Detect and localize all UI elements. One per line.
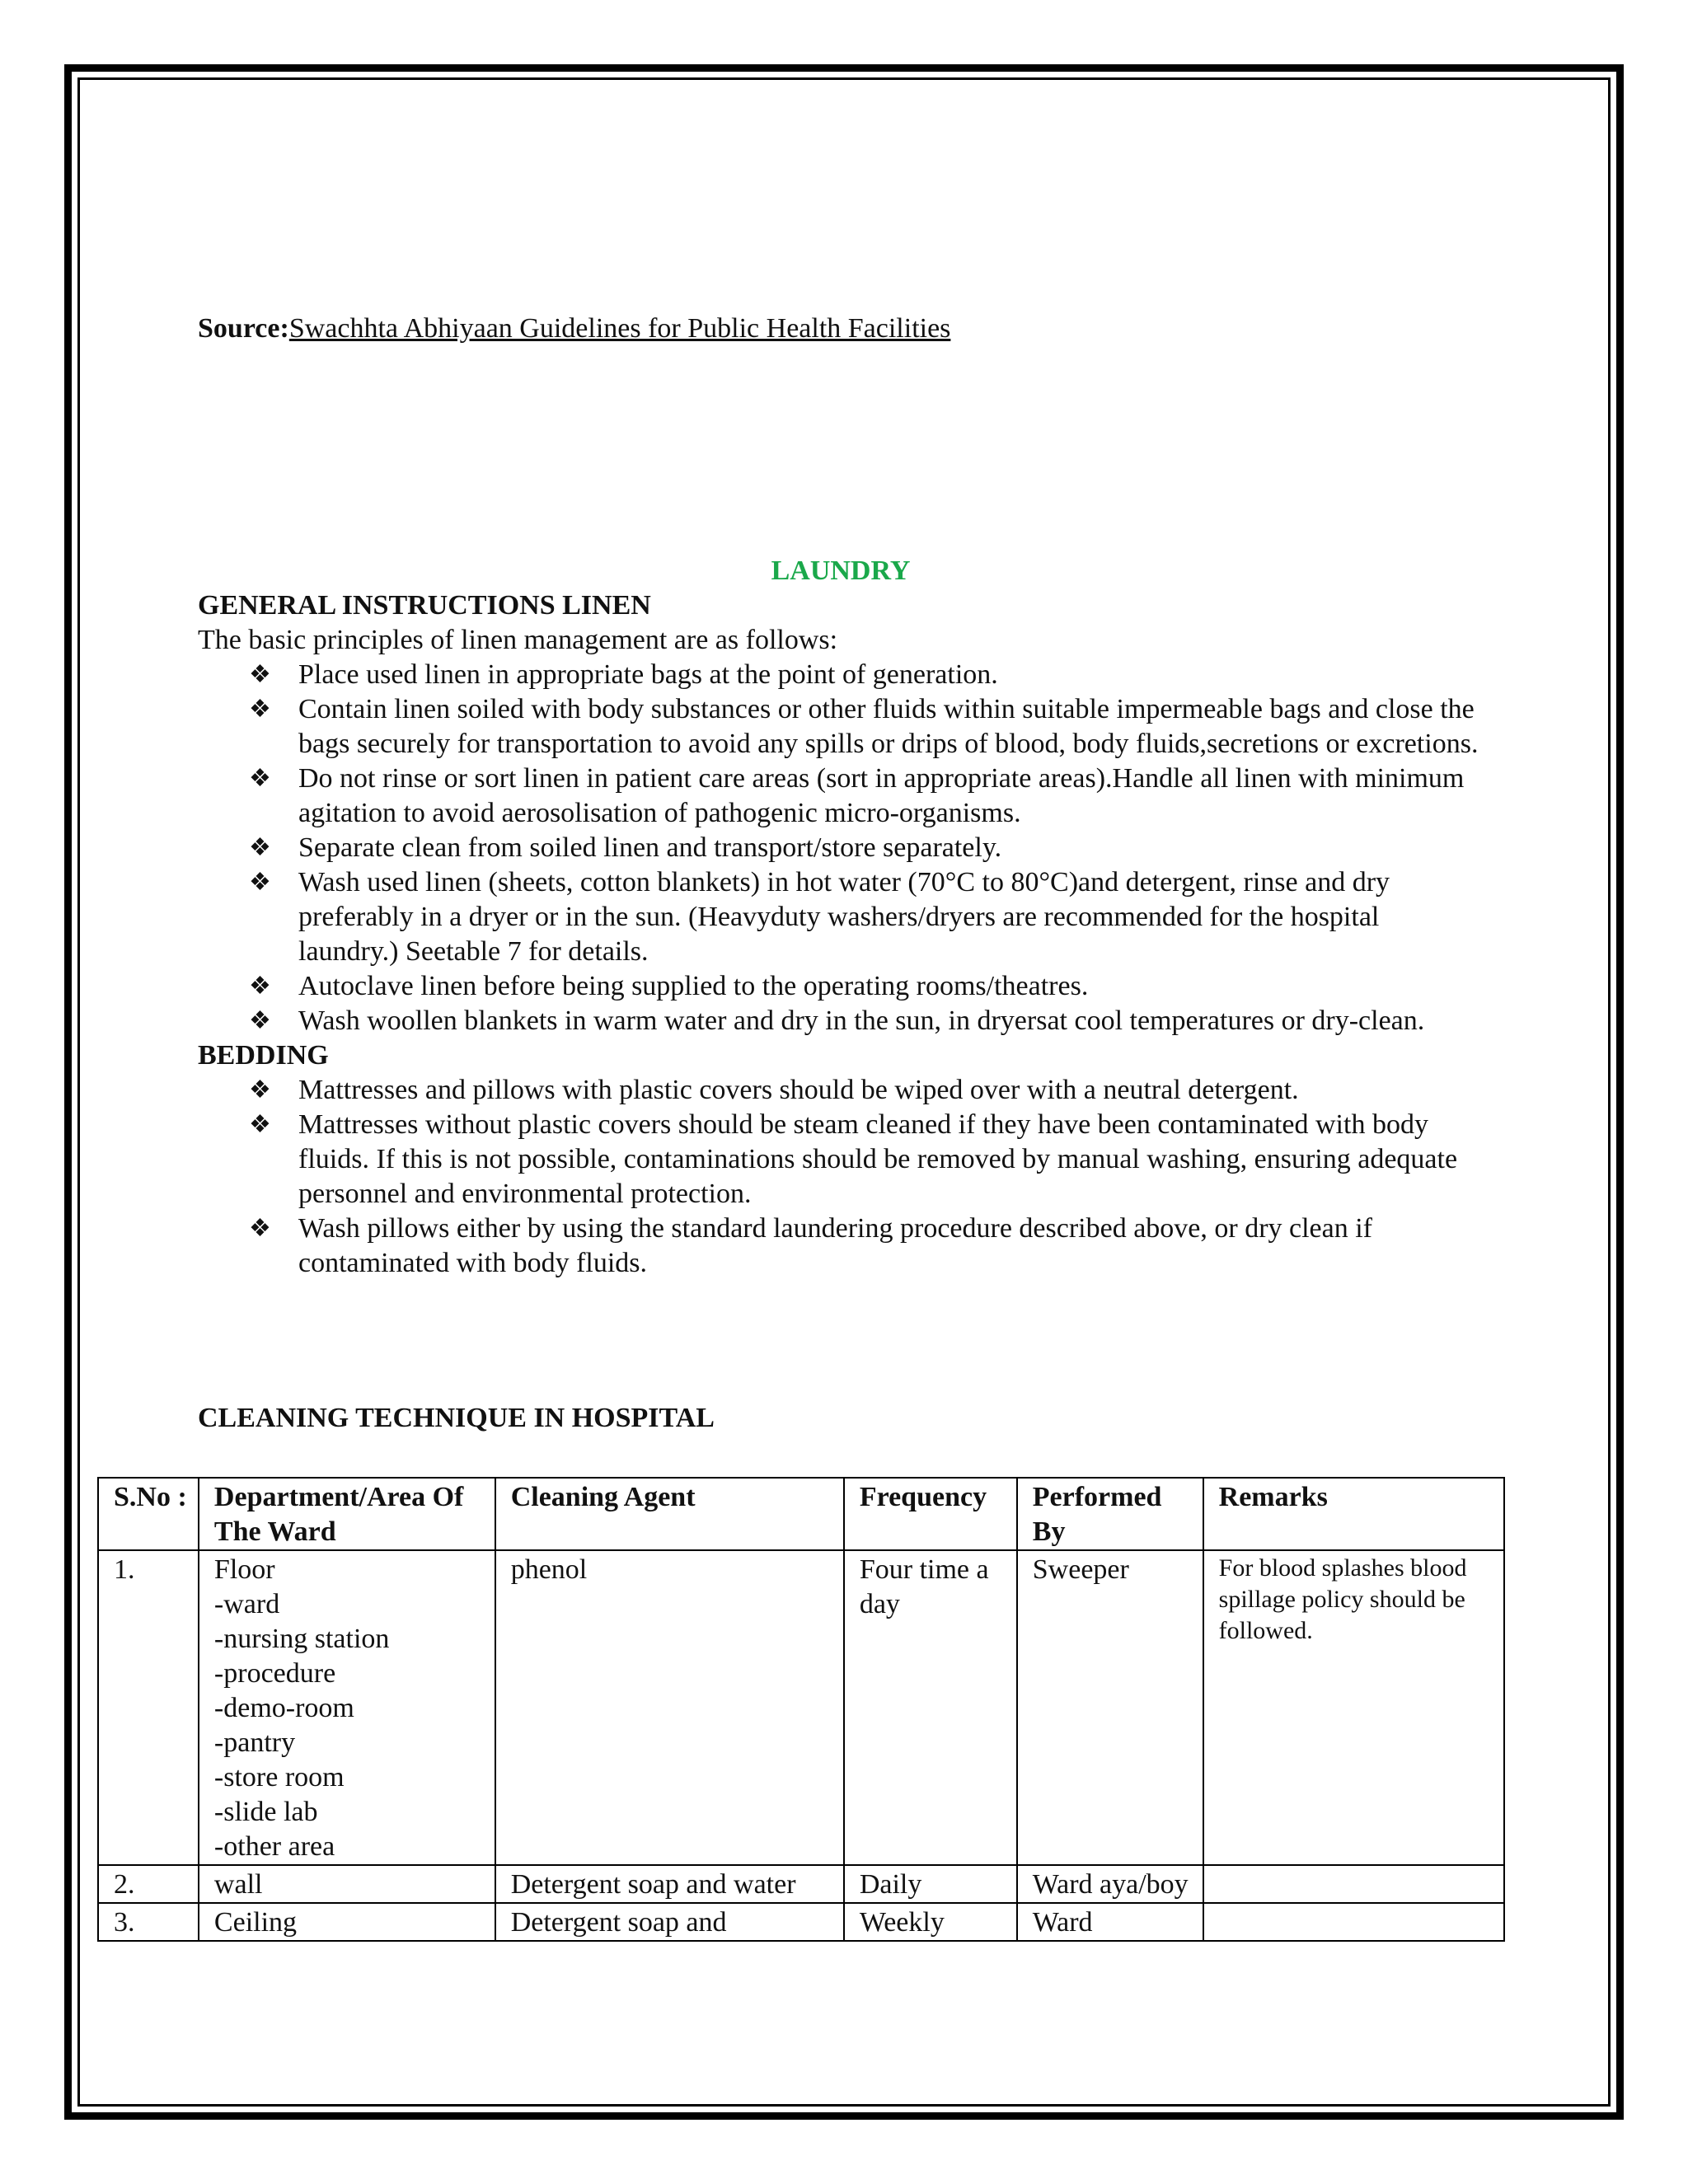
linen-intro: The basic principles of linen management are as follows: — [198, 625, 838, 655]
col-header-frequency: Frequency — [844, 1478, 1017, 1550]
list-item-text: Do not rinse or sort linen in patient care areas (sort in appropriate areas).Handle all linen with minimum agitation to avoid aerosolisation of pathogenic micro-organisms. — [298, 763, 1465, 828]
cell-remarks — [1203, 1903, 1504, 1941]
diamond-bullet-icon: ❖ — [249, 661, 271, 688]
list-item-text: Wash woollen blankets in warm water and dry in the sun, in dryersat cool temperatures or dry-clean. — [298, 1005, 1425, 1036]
area-line: -other area — [213, 1831, 335, 1862]
bedding-list — [198, 1073, 1484, 1281]
diamond-bullet-icon: ❖ — [249, 869, 271, 896]
cell-performed-by: Sweeper — [1017, 1550, 1203, 1865]
linen-list — [198, 658, 1484, 1038]
col-header-area: Department/Area Of The Ward — [199, 1478, 495, 1550]
cell-frequency: Daily — [844, 1865, 1017, 1903]
area-line: -demo-room — [213, 1693, 354, 1723]
table-row — [98, 1550, 1504, 1865]
diamond-bullet-icon: ❖ — [249, 1111, 271, 1138]
cell-area — [199, 1903, 495, 1941]
area-line: -slide lab — [213, 1797, 318, 1827]
table-row — [98, 1865, 1504, 1903]
list-item-text: Wash pillows either by using the standard laundering procedure described above, or dry clean if contaminated with body fluids. — [298, 1213, 1373, 1278]
list-item — [249, 692, 1484, 762]
cell-agent: Detergent soap and — [495, 1903, 844, 1941]
table-row — [98, 1903, 1504, 1941]
cell-frequency: Four time a day — [844, 1550, 1017, 1865]
cell-sno: 2. — [98, 1865, 199, 1903]
bedding-heading: BEDDING — [198, 1040, 329, 1071]
area-line: -ward — [213, 1589, 280, 1619]
list-item-text: Autoclave linen before being supplied to the operating rooms/theatres. — [298, 971, 1089, 1001]
cell-sno: 3. — [98, 1903, 199, 1941]
list-item — [249, 1212, 1484, 1281]
col-header-remarks: Remarks — [1203, 1478, 1504, 1550]
diamond-bullet-icon: ❖ — [249, 1215, 271, 1242]
cell-remarks — [1203, 1865, 1504, 1903]
linen-heading: GENERAL INSTRUCTIONS LINEN — [198, 590, 651, 621]
list-item — [249, 831, 1484, 865]
diamond-bullet-icon: ❖ — [249, 972, 271, 1000]
cell-performed-by: Ward — [1017, 1903, 1203, 1941]
area-line: -nursing station — [213, 1624, 390, 1654]
area-line: Floor — [213, 1554, 275, 1585]
area-line: Ceiling — [213, 1907, 298, 1938]
area-line: -procedure — [213, 1658, 336, 1689]
cell-agent: Detergent soap and water — [495, 1865, 844, 1903]
diamond-bullet-icon: ❖ — [249, 696, 271, 723]
list-item — [249, 865, 1484, 969]
cell-remarks: For blood splashes blood spillage policy should be followed. — [1203, 1550, 1504, 1865]
cleaning-heading: CLEANING TECHNIQUE IN HOSPITAL — [198, 1403, 715, 1433]
list-item-text: Contain linen soiled with body substances or other fluids within suitable impermeable bags and close the bags securely for transportation to avoid any spills or drips of blood, body fluids,secretions or excretions. — [298, 694, 1479, 759]
diamond-bullet-icon: ❖ — [249, 1076, 271, 1104]
cleaning-table — [97, 1477, 1505, 1942]
cell-area — [199, 1550, 495, 1865]
list-item-text: Separate clean from soiled linen and transport/store separately. — [298, 832, 1002, 863]
col-header-sno: S.No : — [98, 1478, 199, 1550]
source-link[interactable]: Swachhta Abhiyaan Guidelines for Public Health Facilities — [288, 313, 951, 344]
diamond-bullet-icon: ❖ — [249, 1007, 271, 1034]
cell-sno: 1. — [98, 1550, 199, 1865]
list-item — [249, 1073, 1484, 1108]
cell-area — [199, 1865, 495, 1903]
list-item-text: Mattresses without plastic covers should be steam cleaned if they have been contaminated with body fluids. If this is not possible, contaminations should be removed by manual washing, ensuring adequate personnel and environmental protection. — [298, 1109, 1458, 1209]
source-label: Source: — [198, 313, 289, 344]
laundry-title: LAUNDRY — [771, 555, 911, 586]
area-line: -pantry — [213, 1727, 296, 1758]
area-line: wall — [213, 1869, 263, 1900]
table-header-row — [98, 1478, 1504, 1550]
diamond-bullet-icon: ❖ — [249, 765, 271, 792]
cell-agent: phenol — [495, 1550, 844, 1865]
list-item — [249, 658, 1484, 692]
source-line — [198, 312, 1484, 346]
list-item — [249, 969, 1484, 1004]
area-line: -store room — [213, 1762, 345, 1793]
list-item — [249, 1004, 1484, 1038]
list-item — [249, 1108, 1484, 1212]
list-item-text: Mattresses and pillows with plastic covers should be wiped over with a neutral detergent. — [298, 1075, 1299, 1105]
list-item-text: Place used linen in appropriate bags at the point of generation. — [298, 659, 998, 690]
list-item-text: Wash used linen (sheets, cotton blankets) in hot water (70°C to 80°C)and detergent, rinse and dry preferably in a dryer or in the sun. (Heavyduty washers/dryers are recommended for the hospital laundry.) Seetable 7 for details. — [298, 867, 1390, 967]
col-header-agent: Cleaning Agent — [495, 1478, 844, 1550]
list-item — [249, 762, 1484, 831]
cell-frequency: Weekly — [844, 1903, 1017, 1941]
diamond-bullet-icon: ❖ — [249, 834, 271, 861]
col-header-performed-by: Performed By — [1017, 1478, 1203, 1550]
linen-section — [198, 588, 1484, 1281]
document-body — [198, 312, 1484, 1433]
cell-performed-by: Ward aya/boy — [1017, 1865, 1203, 1903]
